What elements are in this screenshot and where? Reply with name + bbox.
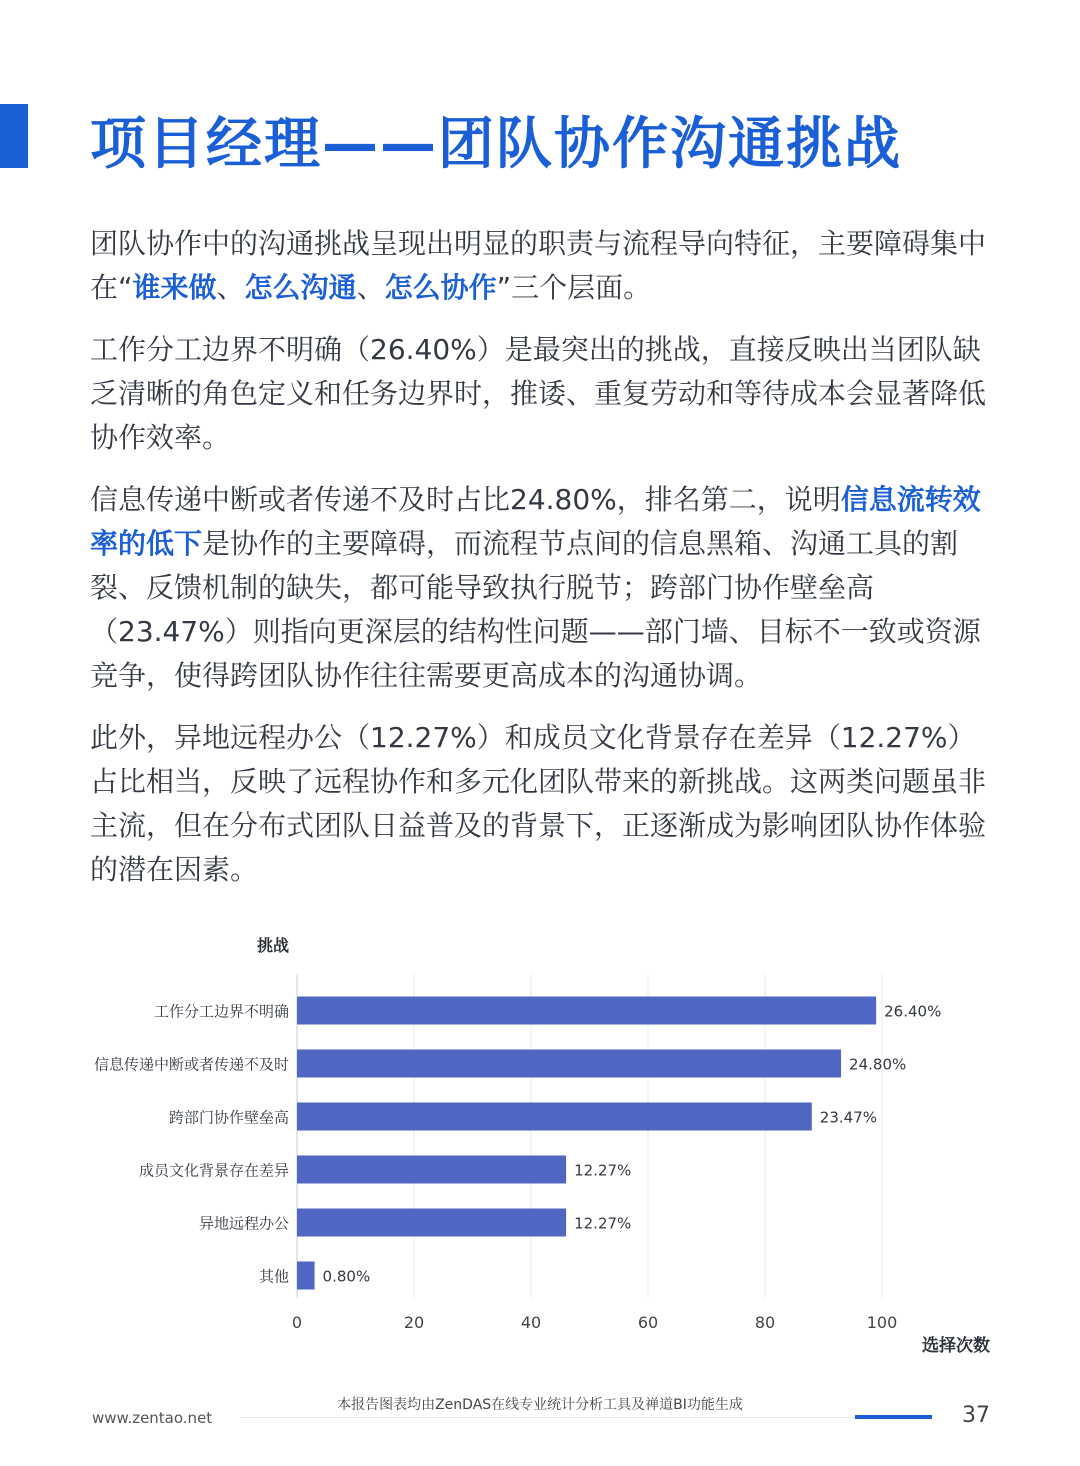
data-label: 0.80% [322, 1267, 371, 1286]
highlight-text: 信息流转效率的低下 [90, 483, 981, 560]
x-tick-label: 100 [866, 1313, 898, 1332]
data-label: 26.40% [884, 1002, 942, 1021]
paragraph-text: 、 [216, 271, 245, 304]
paragraph-text: 此外，异地远程办公（12.27%）和成员文化背景存在差异（12.27%）占比相当，反映了远程协作和多元化团队带来的新挑战。这两类问题虽非主流，但在分布式团队日益普及的背景下，正逐渐成为影响团队协作体验的潜在因素。 [90, 721, 987, 886]
x-tick-label: 0 [291, 1313, 303, 1332]
title-accent-bar [0, 104, 28, 168]
category-label: 其他 [258, 1267, 289, 1286]
data-label: 23.47% [819, 1108, 878, 1127]
paragraph-text: 工作分工边界不明确（26.40%）是最突出的挑战，直接反映出当团队缺乏清晰的角色定义和任务边界时，推诿、重复劳动和等待成本会显著降低协作效率。 [90, 333, 987, 454]
x-tick-label: 60 [637, 1313, 659, 1332]
page-number: 37 [962, 1403, 990, 1428]
body-text [90, 222, 992, 910]
paragraph-text: 、 [356, 271, 385, 304]
challenge-bar-chart [0, 920, 1080, 1370]
paragraph-text: 信息传递中断或者传递不及时占比24.80%，排名第二，说明 [90, 483, 841, 516]
footer-url: www.zentao.net [92, 1409, 213, 1427]
bar [297, 1209, 566, 1237]
paragraph-text: 团队协作中的沟通挑战呈现出明显的职责与流程导向特征，主要障碍集中在“ [90, 227, 987, 304]
page-title: 项目经理——团队协作沟通挑战 [90, 112, 902, 177]
bar [297, 1262, 315, 1290]
category-label: 成员文化背景存在差异 [138, 1161, 289, 1180]
x-tick-label: 20 [403, 1313, 425, 1332]
body-paragraph [90, 478, 992, 698]
category-label: 异地远程办公 [198, 1214, 289, 1233]
bar [297, 1103, 812, 1131]
body-paragraph [90, 328, 992, 460]
category-label: 工作分工边界不明确 [153, 1002, 289, 1021]
y-axis-title: 挑战 [256, 936, 289, 955]
highlight-text: 谁来做 [132, 271, 217, 304]
paragraph-text: 是协作的主要障碍，而流程节点间的信息黑箱、沟通工具的割裂、反馈机制的缺失，都可能导致执行脱节；跨部门协作壁垒高（23.47%）则指向更深层的结构性问题——部门墙、目标不一致或资源竞争，使得跨团队协作往往需要更高成本的沟通协调。 [90, 527, 981, 692]
body-paragraph [90, 716, 992, 892]
highlight-text: 怎么协作 [384, 271, 497, 304]
data-label: 24.80% [849, 1055, 907, 1074]
bar [297, 1156, 566, 1184]
x-tick-label: 40 [520, 1313, 542, 1332]
bar [297, 1050, 841, 1078]
footer-note: 本报告图表均由ZenDAS在线专业统计分析工具及禅道BI功能生成 [337, 1397, 743, 1413]
paragraph-text: ”三个层面。 [496, 271, 652, 304]
footer-rule-accent [855, 1415, 932, 1419]
footer-rule [240, 1417, 932, 1418]
category-label: 信息传递中断或者传递不及时 [93, 1055, 289, 1074]
bar [297, 997, 876, 1025]
body-paragraph [90, 222, 992, 310]
category-label: 跨部门协作壁垒高 [168, 1108, 289, 1127]
data-label: 12.27% [574, 1161, 632, 1180]
x-tick-label: 80 [754, 1313, 776, 1332]
data-label: 12.27% [574, 1214, 632, 1233]
highlight-text: 怎么沟通 [244, 271, 357, 304]
x-axis-title: 选择次数 [922, 1336, 990, 1356]
